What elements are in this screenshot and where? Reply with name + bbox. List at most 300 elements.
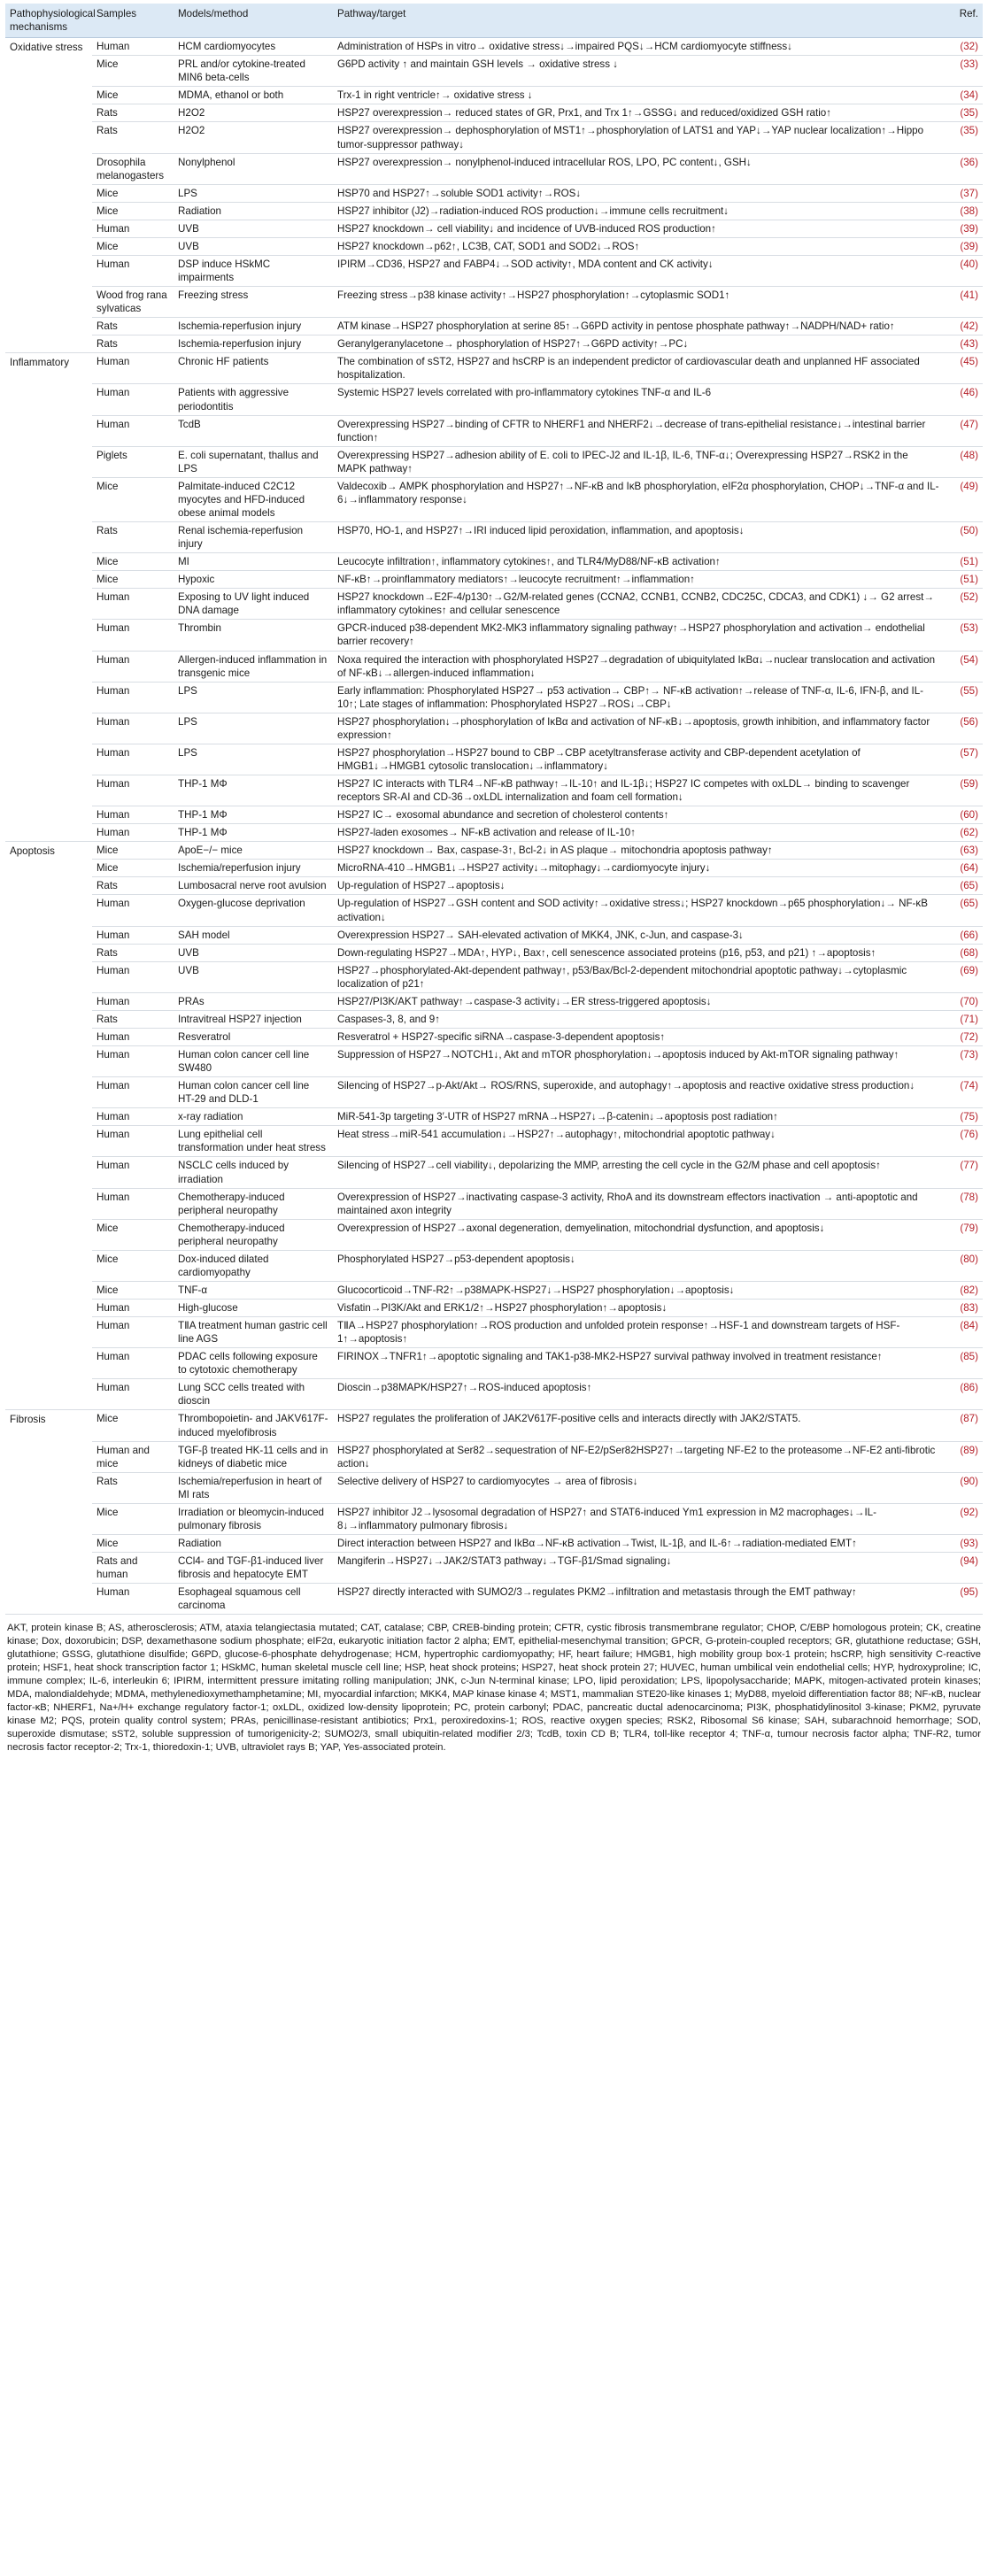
ref-cell[interactable]: (94)	[944, 1553, 983, 1584]
table-row	[5, 744, 983, 775]
table-row	[5, 38, 983, 56]
pathway-cell: Up-regulation of HSP27→apoptosis↓	[333, 877, 944, 895]
table-row	[5, 237, 983, 255]
pathway-cell: Overexpression of HSP27→inactivating caspase-3 activity, RhoA and its downstream effectors inactivation → anti-apoptotic and maintained axon integrity	[333, 1188, 944, 1219]
table-header-row	[5, 4, 983, 38]
models-cell: Lung epithelial cell transformation under heat stress	[174, 1126, 333, 1157]
ref-cell[interactable]: (89)	[944, 1441, 983, 1472]
table-row	[5, 1219, 983, 1250]
samples-cell: Human	[92, 589, 174, 620]
models-cell: H2O2	[174, 104, 333, 122]
pathway-cell: Leucocyte infiltration↑, inflammatory cytokines↑, and TLR4/MyD88/NF-κB activation↑	[333, 553, 944, 571]
pathway-cell: Resveratrol + HSP27-specific siRNA→caspase-3-dependent apoptosis↑	[333, 1028, 944, 1045]
pathway-cell: HSP27 knockdown→ cell viability↓ and incidence of UVB-induced ROS production↑	[333, 220, 944, 237]
ref-cell[interactable]: (50)	[944, 522, 983, 553]
samples-cell: Mice	[92, 237, 174, 255]
samples-cell: Drosophila melanogasters	[92, 153, 174, 184]
ref-cell[interactable]: (75)	[944, 1108, 983, 1126]
pathway-cell: HSP27 IC→ exosomal abundance and secretion of cholesterol contents↑	[333, 806, 944, 824]
models-cell: THP-1 MΦ	[174, 775, 333, 806]
samples-cell: Mice	[92, 1281, 174, 1299]
models-cell: Patients with aggressive periodontitis	[174, 384, 333, 415]
models-cell: Resveratrol	[174, 1028, 333, 1045]
table-row	[5, 992, 983, 1010]
models-cell: Thrombin	[174, 620, 333, 651]
header-pathway: Pathway/target	[333, 4, 944, 38]
table-row	[5, 571, 983, 589]
samples-cell: Human	[92, 1300, 174, 1317]
ref-cell[interactable]: (32)	[944, 38, 983, 56]
samples-cell: Human	[92, 1157, 174, 1188]
table-row	[5, 220, 983, 237]
models-cell: Freezing stress	[174, 287, 333, 318]
models-cell: THP-1 MΦ	[174, 824, 333, 842]
pathway-cell: Overexpressing HSP27→adhesion ability of E. coli to IPEC-J2 and IL-1β, IL-6, TNF-α↓; Overexpressing HSP27→RSK2 in the MAPK pathway↑	[333, 446, 944, 477]
ref-cell[interactable]: (45)	[944, 353, 983, 384]
samples-cell: Human	[92, 895, 174, 926]
table-row	[5, 877, 983, 895]
models-cell: Lumbosacral nerve root avulsion	[174, 877, 333, 895]
table-row	[5, 255, 983, 286]
samples-cell: Human	[92, 1188, 174, 1219]
models-cell: Human colon cancer cell line SW480	[174, 1046, 333, 1077]
pathway-cell: Phosphorylated HSP27→p53-dependent apoptosis↓	[333, 1250, 944, 1281]
models-cell: MI	[174, 553, 333, 571]
samples-cell: Human	[92, 1028, 174, 1045]
samples-cell: Mice	[92, 202, 174, 220]
ref-cell[interactable]: (48)	[944, 446, 983, 477]
pathway-cell: Glucocorticoid→TNF-R2↑→p38MAPK-HSP27↓→HSP27 phosphorylation↓→apoptosis↓	[333, 1281, 944, 1299]
models-cell: CCl4- and TGF-β1-induced liver fibrosis and hepatocyte EMT	[174, 1553, 333, 1584]
models-cell: UVB	[174, 220, 333, 237]
table-row	[5, 1300, 983, 1317]
ref-cell[interactable]: (42)	[944, 318, 983, 335]
samples-cell: Human	[92, 651, 174, 682]
pathway-cell: Up-regulation of HSP27→GSH content and SOD activity↑→oxidative stress↓; HSP27 knockdown→p65 phosphorylation↓→ NF-κB activation↓	[333, 895, 944, 926]
ref-cell[interactable]: (85)	[944, 1348, 983, 1379]
ref-cell[interactable]: (65)	[944, 895, 983, 926]
table-row	[5, 1348, 983, 1379]
models-cell: NSCLC cells induced by irradiation	[174, 1157, 333, 1188]
ref-cell[interactable]: (64)	[944, 860, 983, 877]
table-row	[5, 287, 983, 318]
ref-cell[interactable]: (46)	[944, 384, 983, 415]
pathway-cell: HSP27 inhibitor J2→lysosomal degradation of HSP27↑ and STAT6-induced Ym1 expression in M2 macrophages↓→IL-8↓→inflammatory pulmonary fibrosis↓	[333, 1503, 944, 1534]
pathway-cell: HSP27 knockdown→E2F-4/p130↑→G2/M-related genes (CCNA2, CCNB1, CCNB2, CDC25C, CDCA3, and CDK1) ↓→ G2 arrest→ inflammatory cytokines↑ and cellular senescence	[333, 589, 944, 620]
table-row	[5, 477, 983, 521]
samples-cell: Human	[92, 992, 174, 1010]
ref-cell[interactable]: (70)	[944, 992, 983, 1010]
pathway-cell: Down-regulating HSP27→MDA↑, HYP↓, Bax↑, cell senescence associated proteins (p16, p53, and p21) ↑→apoptosis↑	[333, 944, 944, 961]
table-row	[5, 1379, 983, 1410]
pathway-cell: Noxa required the interaction with phosphorylated HSP27→degradation of ubiquitylated IκBα↓→nuclear translocation and activation of NF-κB↓→allergen-induced inflammation↓	[333, 651, 944, 682]
ref-cell[interactable]: (73)	[944, 1046, 983, 1077]
samples-cell: Wood frog rana sylvaticas	[92, 287, 174, 318]
pathway-cell: HSP27 phosphorylation→HSP27 bound to CBP→CBP acetyltransferase activity and CBP-dependent acetylation of HMGB1↓→HMGB1 cytosolic translocation↓→inflammatory↓	[333, 744, 944, 775]
models-cell: Chemotherapy-induced peripheral neuropathy	[174, 1188, 333, 1219]
samples-cell: Rats	[92, 104, 174, 122]
models-cell: ApoE−/− mice	[174, 842, 333, 860]
samples-cell: Rats	[92, 522, 174, 553]
table-row	[5, 56, 983, 87]
ref-cell[interactable]: (34)	[944, 87, 983, 104]
pathway-cell: HSP27 directly interacted with SUMO2/3→regulates PKM2→infiltration and metastasis through the EMT pathway↑	[333, 1584, 944, 1615]
models-cell: DSP induce HSkMC impairments	[174, 255, 333, 286]
models-cell: Irradiation or bleomycin-induced pulmonary fibrosis	[174, 1503, 333, 1534]
header-ref: Ref.	[944, 4, 983, 38]
table-row	[5, 1281, 983, 1299]
header-samples: Samples	[92, 4, 174, 38]
samples-cell: Rats and human	[92, 1553, 174, 1584]
pathway-cell: Caspases-3, 8, and 9↑	[333, 1010, 944, 1028]
pathway-cell: HSP27 phosphorylation↓→phosphorylation of IκBα and activation of NF-κB↓→apoptosis, growth inhibition, and inflammatory factor expression↑	[333, 713, 944, 744]
samples-cell: Mice	[92, 1503, 174, 1534]
pathway-cell: Overexpression of HSP27→axonal degeneration, demyelination, mitochondrial dysfunction, and apoptosis↓	[333, 1219, 944, 1250]
ref-cell[interactable]: (52)	[944, 589, 983, 620]
ref-cell[interactable]: (49)	[944, 477, 983, 521]
models-cell: TⅡA treatment human gastric cell line AGS	[174, 1317, 333, 1348]
table-row	[5, 860, 983, 877]
models-cell: TcdB	[174, 415, 333, 446]
models-cell: UVB	[174, 944, 333, 961]
ref-cell[interactable]: (69)	[944, 961, 983, 992]
ref-cell[interactable]: (74)	[944, 1077, 983, 1108]
ref-cell[interactable]: (84)	[944, 1317, 983, 1348]
ref-cell[interactable]: (53)	[944, 620, 983, 651]
pathway-cell: Dioscin→p38MAPK/HSP27↑→ROS-induced apoptosis↑	[333, 1379, 944, 1410]
samples-cell: Mice	[92, 860, 174, 877]
pathway-cell: Early inflammation: Phosphorylated HSP27→ p53 activation→ CBP↑→ NF-κB activation↑→release of TNF-α, IL-6, IFN-β, and IL-10↑; Late stages of inflammation: Phosphorylated HSP27→ROS↓→CBP↓	[333, 682, 944, 713]
samples-cell: Human	[92, 1317, 174, 1348]
table-row	[5, 104, 983, 122]
samples-cell: Mice	[92, 553, 174, 571]
table-row	[5, 384, 983, 415]
ref-cell[interactable]: (47)	[944, 415, 983, 446]
pathway-cell: G6PD activity ↑ and maintain GSH levels → oxidative stress ↓	[333, 56, 944, 87]
samples-cell: Mice	[92, 1410, 174, 1441]
pathway-cell: HSP27 phosphorylated at Ser82→sequestration of NF-E2/pSer82HSP27↑→targeting NF-E2 to the proteasome→NF-E2 anti-fibrotic action↓	[333, 1441, 944, 1472]
table-row	[5, 335, 983, 353]
samples-cell: Human and mice	[92, 1441, 174, 1472]
models-cell: Ischemia-reperfusion injury	[174, 335, 333, 353]
samples-cell: Human	[92, 806, 174, 824]
abbreviations-footnote: AKT, protein kinase B; AS, atherosclerosis; ATM, ataxia telangiectasia mutated; CAT, catalase; CBP, CREB-binding protein; CFTR, cystic fibrosis transmembrane regulator; CHOP, C/EBP homologous protein; CK, creatine kinase; Dox, doxorubicin; DSP, dexamethasone sodium phosphate; eIF2α, eukaryotic initiation factor 2 alpha; EMT, epithelial-mesenchymal transition; GPCR, G-protein-coupled receptors; GR, glutathione reductase; GSH, glutathione; GSSG, glutathione disulfide; G6PD, glucose-6-phosphate dehydrogenase; HCM, hypertrophic cardiomyopathy; HF, heart failure; HMGB1, high mobility group box-1 protein; hsCRP, high sensitivity C-reactive protein; HSF1, heat shock transcription factor 1; HSkMC, human skeletal muscle cell line; HSP, heat shock proteins; HSP27, heat shock protein 27; HUVEC, human umbilical vein endothelial cells; HYP, hydroxyproline; IC, immune complex; IL-6, interleukin 6; IPIRM, intermittent pressure imitating rolling manipulation; JNK, c-Jun N-terminal kinase; LPO, lipid peroxidation; LPS, lipopolysaccharide; MAPK, mitogen-activated protein kinases; MDA, malondialdehyde; MDMA, methylenedioxymethamphetamine; MI, myocardial infarction; MKK4, MAP kinase kinase 4; MST1, mammalian STE20-like kinases 1; MyD88, myeloid differentiation factor 88; NF-κB, nuclear factor-κB; NHERF1, Na+/H+ exchange regulatory factor-1; oxLDL, oxidized low-density lipoprotein; PC, protein carbonyl; PDAC, pancreatic ductal adenocarcinoma; PI3K, phosphatidylinositol 3-kinase; PKM2, pyruvate kinase M2; PQS, protein quality control system; PRAs, penicillinase-resistant antibiotics; Prx1, peroxiredoxins-1; ROS, reactive oxygen species; RSK2, Ribosomal S6 kinase; SAH, subarachnoid hemorrhage; SOD, superoxide dismutase; sST2, soluble suppression of tumorigenicity-2; SUMO2/3, small ubiquitin-related modifier 2/3; TcdB, toxin CD B; TLR4, toll-like receptor 4; TNF-α, tumour necrosis factor alpha; TNF-R2, tumor necrosis factor receptor-2; Trx-1, thioredoxin-1; UVB, ultraviolet rays B; YAP, Yes-associated protein.	[7, 1623, 981, 1754]
models-cell: Palmitate-induced C2C12 myocytes and HFD-induced obese animal models	[174, 477, 333, 521]
pathway-cell: MicroRNA-410→HMGB1↓→HSP27 activity↓→mitophagy↓→cardiomyocyte injury↓	[333, 860, 944, 877]
pathway-cell: Overexpressing HSP27→binding of CFTR to NHERF1 and NHERF2↓→decrease of trans-epithelial resistance↓→intestinal barrier function↑	[333, 415, 944, 446]
pathway-cell: HSP27 knockdown→p62↑, LC3B, CAT, SOD1 and SOD2↓→ROS↑	[333, 237, 944, 255]
ref-cell[interactable]: (41)	[944, 287, 983, 318]
models-cell: LPS	[174, 682, 333, 713]
pathway-cell: HSP27 overexpression→ reduced states of GR, Prx1, and Trx 1↑→GSSG↓ and reduced/oxidized GSH ratio↑	[333, 104, 944, 122]
ref-cell[interactable]: (72)	[944, 1028, 983, 1045]
samples-cell: Rats	[92, 1010, 174, 1028]
pathway-cell: HSP27 overexpression→ dephosphorylation of MST1↑→phosphorylation of LATS1 and YAP↓→YAP nuclear localization↑→Hippo tumor-suppressor pathway↓	[333, 122, 944, 153]
table-row	[5, 1410, 983, 1441]
ref-cell[interactable]: (66)	[944, 926, 983, 944]
samples-cell: Human	[92, 713, 174, 744]
ref-cell[interactable]: (93)	[944, 1534, 983, 1552]
models-cell: UVB	[174, 237, 333, 255]
ref-cell[interactable]: (33)	[944, 56, 983, 87]
table-row	[5, 353, 983, 384]
table-row	[5, 1472, 983, 1503]
pathway-cell: Freezing stress→p38 kinase activity↑→HSP27 phosphorylation↑→cytoplasmic SOD1↑	[333, 287, 944, 318]
ref-cell[interactable]: (40)	[944, 255, 983, 286]
samples-cell: Rats	[92, 122, 174, 153]
pathway-cell: TⅡA→HSP27 phosphorylation↑→ROS production and unfolded protein response↑→HSF-1 and downstream targets of HSF-1↑→apoptosis↑	[333, 1317, 944, 1348]
ref-cell[interactable]: (86)	[944, 1379, 983, 1410]
mechanism-cell: Fibrosis	[5, 1410, 92, 1615]
ref-cell[interactable]: (63)	[944, 842, 983, 860]
table-body	[5, 38, 983, 1615]
pathway-cell: HSP27 regulates the proliferation of JAK2V617F-positive cells and interacts directly with JAK2/STAT5.	[333, 1410, 944, 1441]
table-row	[5, 153, 983, 184]
pathway-cell: Trx-1 in right ventricle↑→ oxidative stress ↓	[333, 87, 944, 104]
ref-cell[interactable]: (51)	[944, 553, 983, 571]
ref-cell[interactable]: (92)	[944, 1503, 983, 1534]
samples-cell: Mice	[92, 87, 174, 104]
samples-cell: Human	[92, 38, 174, 56]
ref-cell[interactable]: (65)	[944, 877, 983, 895]
mechanism-cell: Apoptosis	[5, 842, 92, 1410]
table-row	[5, 1534, 983, 1552]
pathway-cell: HSP27→phosphorylated-Akt-dependent pathway↑, p53/Bax/Bcl-2-dependent mitochondrial apoptotic pathway↓→cytoplasmic localization of p21↑	[333, 961, 944, 992]
ref-cell[interactable]: (51)	[944, 571, 983, 589]
models-cell: Hypoxic	[174, 571, 333, 589]
pathway-cell: Systemic HSP27 levels correlated with pro-inflammatory cytokines TNF-α and IL-6	[333, 384, 944, 415]
models-cell: High-glucose	[174, 1300, 333, 1317]
ref-cell[interactable]: (39)	[944, 237, 983, 255]
mechanism-cell: Oxidative stress	[5, 38, 92, 353]
table-row	[5, 842, 983, 860]
models-cell: THP-1 MΦ	[174, 806, 333, 824]
samples-cell: Mice	[92, 1250, 174, 1281]
models-cell: Chronic HF patients	[174, 353, 333, 384]
table-row	[5, 446, 983, 477]
models-cell: HCM cardiomyocytes	[174, 38, 333, 56]
pathway-cell: Visfatin→PI3K/Akt and ERK1/2↑→HSP27 phosphorylation↑→apoptosis↓	[333, 1300, 944, 1317]
ref-cell[interactable]: (43)	[944, 335, 983, 353]
samples-cell: Mice	[92, 477, 174, 521]
ref-cell[interactable]: (76)	[944, 1126, 983, 1157]
models-cell: x-ray radiation	[174, 1108, 333, 1126]
models-cell: Thrombopoietin- and JAKV617F-induced myelofibrosis	[174, 1410, 333, 1441]
models-cell: Lung SCC cells treated with dioscin	[174, 1379, 333, 1410]
table-row	[5, 1108, 983, 1126]
models-cell: Intravitreal HSP27 injection	[174, 1010, 333, 1028]
pathway-cell: FIRINOX→TNFR1↑→apoptotic signaling and TAK1-p38-MK2-HSP27 survival pathway involved in treatment resistance↑	[333, 1348, 944, 1379]
pathway-cell: Selective delivery of HSP27 to cardiomyocytes → area of fibrosis↓	[333, 1472, 944, 1503]
ref-cell[interactable]: (55)	[944, 682, 983, 713]
models-cell: PDAC cells following exposure to cytotoxic chemotherapy	[174, 1348, 333, 1379]
samples-cell: Mice	[92, 571, 174, 589]
ref-cell[interactable]: (54)	[944, 651, 983, 682]
samples-cell: Human	[92, 1379, 174, 1410]
ref-cell[interactable]: (82)	[944, 1281, 983, 1299]
pathway-cell: Direct interaction between HSP27 and IkBα→NF-κB activation→Twist, IL-1β, and IL-6↑→radiation-mediated EMT↑	[333, 1534, 944, 1552]
pathway-cell: HSP27 inhibitor (J2)→radiation-induced ROS production↓→immune cells recruitment↓	[333, 202, 944, 220]
models-cell: PRAs	[174, 992, 333, 1010]
models-cell: Radiation	[174, 202, 333, 220]
table-row	[5, 895, 983, 926]
pathway-cell: HSP27-laden exosomes→ NF-κB activation and release of IL-10↑	[333, 824, 944, 842]
table-row	[5, 1077, 983, 1108]
samples-cell: Rats	[92, 944, 174, 961]
ref-cell[interactable]: (60)	[944, 806, 983, 824]
table-row	[5, 1046, 983, 1077]
table-row	[5, 651, 983, 682]
samples-cell: Human	[92, 775, 174, 806]
table-row	[5, 202, 983, 220]
samples-cell: Human	[92, 1077, 174, 1108]
table-row	[5, 184, 983, 202]
samples-cell: Human	[92, 620, 174, 651]
table-row	[5, 775, 983, 806]
ref-cell[interactable]: (59)	[944, 775, 983, 806]
table-row	[5, 961, 983, 992]
pathway-cell: Mangiferin→HSP27↓→JAK2/STAT3 pathway↓→TGF-β1/Smad signaling↓	[333, 1553, 944, 1584]
pathway-cell: Heat stress→miR-541 accumulation↓→HSP27↑→autophagy↑, mitochondrial apoptotic pathway↓	[333, 1126, 944, 1157]
pathway-cell: MiR-541-3p targeting 3′-UTR of HSP27 mRNA→HSP27↓→β-catenin↓→apoptosis post radiation↑	[333, 1108, 944, 1126]
table-row	[5, 553, 983, 571]
pathway-cell: GPCR-induced p38-dependent MK2-MK3 inflammatory signaling pathway↑→HSP27 phosphorylation and activation→ endothelial barrier recovery↑	[333, 620, 944, 651]
samples-cell: Human	[92, 961, 174, 992]
table-row	[5, 1441, 983, 1472]
ref-cell[interactable]: (71)	[944, 1010, 983, 1028]
ref-cell[interactable]: (78)	[944, 1188, 983, 1219]
ref-cell[interactable]: (35)	[944, 104, 983, 122]
table-row	[5, 926, 983, 944]
samples-cell: Human	[92, 682, 174, 713]
ref-cell[interactable]: (56)	[944, 713, 983, 744]
ref-cell[interactable]: (95)	[944, 1584, 983, 1615]
models-cell: Nonylphenol	[174, 153, 333, 184]
ref-cell[interactable]: (57)	[944, 744, 983, 775]
samples-cell: Rats	[92, 318, 174, 335]
models-cell: Dox-induced dilated cardiomyopathy	[174, 1250, 333, 1281]
samples-cell: Human	[92, 824, 174, 842]
models-cell: Human colon cancer cell line HT-29 and DLD-1	[174, 1077, 333, 1108]
samples-cell: Mice	[92, 184, 174, 202]
pathway-cell: Overexpression HSP27→ SAH-elevated activation of MKK4, JNK, c-Jun, and caspase-3↓	[333, 926, 944, 944]
models-cell: Renal ischemia-reperfusion injury	[174, 522, 333, 553]
samples-cell: Human	[92, 1108, 174, 1126]
pathway-cell: IPIRM→CD36, HSP27 and FABP4↓→SOD activity↑, MDA content and CK activity↓	[333, 255, 944, 286]
samples-cell: Rats	[92, 877, 174, 895]
table-row	[5, 1188, 983, 1219]
samples-cell: Piglets	[92, 446, 174, 477]
samples-cell: Human	[92, 1348, 174, 1379]
pathway-cell: Silencing of HSP27→cell viability↓, depolarizing the MMP, arresting the cell cycle in the G2/M phase and cell apoptosis↑	[333, 1157, 944, 1188]
ref-cell[interactable]: (62)	[944, 824, 983, 842]
table-row	[5, 1317, 983, 1348]
samples-cell: Mice	[92, 56, 174, 87]
samples-cell: Human	[92, 415, 174, 446]
table-row	[5, 522, 983, 553]
pathway-cell: HSP27 overexpression→ nonylphenol-induced intracellular ROS, LPO, PC content↓, GSH↓	[333, 153, 944, 184]
models-cell: Oxygen-glucose deprivation	[174, 895, 333, 926]
ref-cell[interactable]: (37)	[944, 184, 983, 202]
ref-cell[interactable]: (90)	[944, 1472, 983, 1503]
pathway-cell: HSP27 knockdown→ Bax, caspase-3↑, Bcl-2↓ in AS plaque→ mitochondria apoptosis pathway↑	[333, 842, 944, 860]
samples-cell: Mice	[92, 1534, 174, 1552]
pathway-cell: HSP70 and HSP27↑→soluble SOD1 activity↑→ROS↓	[333, 184, 944, 202]
samples-cell: Human	[92, 926, 174, 944]
models-cell: TGF-β treated HK-11 cells and in kidneys of diabetic mice	[174, 1441, 333, 1472]
samples-cell: Mice	[92, 842, 174, 860]
ref-cell[interactable]: (38)	[944, 202, 983, 220]
ref-cell[interactable]: (83)	[944, 1300, 983, 1317]
models-cell: Ischemia/reperfusion in heart of MI rats	[174, 1472, 333, 1503]
table-row	[5, 87, 983, 104]
table-row	[5, 682, 983, 713]
models-cell: MDMA, ethanol or both	[174, 87, 333, 104]
table-row	[5, 620, 983, 651]
models-cell: Chemotherapy-induced peripheral neuropathy	[174, 1219, 333, 1250]
table-row	[5, 944, 983, 961]
samples-cell: Human	[92, 1126, 174, 1157]
ref-cell[interactable]: (35)	[944, 122, 983, 153]
table-row	[5, 1553, 983, 1584]
table-row	[5, 713, 983, 744]
table-row	[5, 1157, 983, 1188]
mechanism-cell: Inflammatory	[5, 353, 92, 842]
models-cell: H2O2	[174, 122, 333, 153]
samples-cell: Rats	[92, 335, 174, 353]
samples-cell: Human	[92, 353, 174, 384]
ref-cell[interactable]: (39)	[944, 220, 983, 237]
pathway-cell: HSP27 IC interacts with TLR4→NF-κB pathway↑→IL-10↑ and IL-1β↓; HSP27 IC competes with oxLDL→ binding to scavenger receptors SR-AI and CD-36→oxLDL internalization and foam cell formation↓	[333, 775, 944, 806]
models-cell: Allergen-induced inflammation in transgenic mice	[174, 651, 333, 682]
table-row	[5, 122, 983, 153]
models-cell: Ischemia/reperfusion injury	[174, 860, 333, 877]
ref-cell[interactable]: (79)	[944, 1219, 983, 1250]
table-row	[5, 1584, 983, 1615]
ref-cell[interactable]: (68)	[944, 944, 983, 961]
models-cell: Ischemia-reperfusion injury	[174, 318, 333, 335]
models-cell: LPS	[174, 744, 333, 775]
pathway-cell: Silencing of HSP27→p-Akt/Akt→ ROS/RNS, superoxide, and autophagy↑→apoptosis and reactive oxidative stress production↓	[333, 1077, 944, 1108]
samples-cell: Human	[92, 744, 174, 775]
pathway-cell: HSP70, HO-1, and HSP27↑→IRI induced lipid peroxidation, inflammation, and apoptosis↓	[333, 522, 944, 553]
models-cell: Radiation	[174, 1534, 333, 1552]
models-cell: TNF-α	[174, 1281, 333, 1299]
ref-cell[interactable]: (77)	[944, 1157, 983, 1188]
table-row	[5, 1503, 983, 1534]
table-row	[5, 806, 983, 824]
models-cell: LPS	[174, 713, 333, 744]
table-row	[5, 415, 983, 446]
pathway-cell: HSP27/PI3K/AKT pathway↑→caspase-3 activity↓→ER stress-triggered apoptosis↓	[333, 992, 944, 1010]
pathway-cell: Suppression of HSP27→NOTCH1↓, Akt and mTOR phosphorylation↓→apoptosis induced by Akt-mTOR signaling pathway↑	[333, 1046, 944, 1077]
samples-cell: Human	[92, 1584, 174, 1615]
ref-cell[interactable]: (87)	[944, 1410, 983, 1441]
samples-cell: Rats	[92, 1472, 174, 1503]
ref-cell[interactable]: (36)	[944, 153, 983, 184]
samples-cell: Mice	[92, 1219, 174, 1250]
models-cell: UVB	[174, 961, 333, 992]
samples-cell: Human	[92, 220, 174, 237]
models-cell: SAH model	[174, 926, 333, 944]
models-cell: Exposing to UV light induced DNA damage	[174, 589, 333, 620]
ref-cell[interactable]: (80)	[944, 1250, 983, 1281]
hsp27-mechanisms-table	[5, 4, 983, 1615]
table-row	[5, 318, 983, 335]
pathway-cell: Geranylgeranylacetone→ phosphorylation of HSP27↑→G6PD activity↑→PC↓	[333, 335, 944, 353]
table-row	[5, 1028, 983, 1045]
table-row	[5, 1126, 983, 1157]
